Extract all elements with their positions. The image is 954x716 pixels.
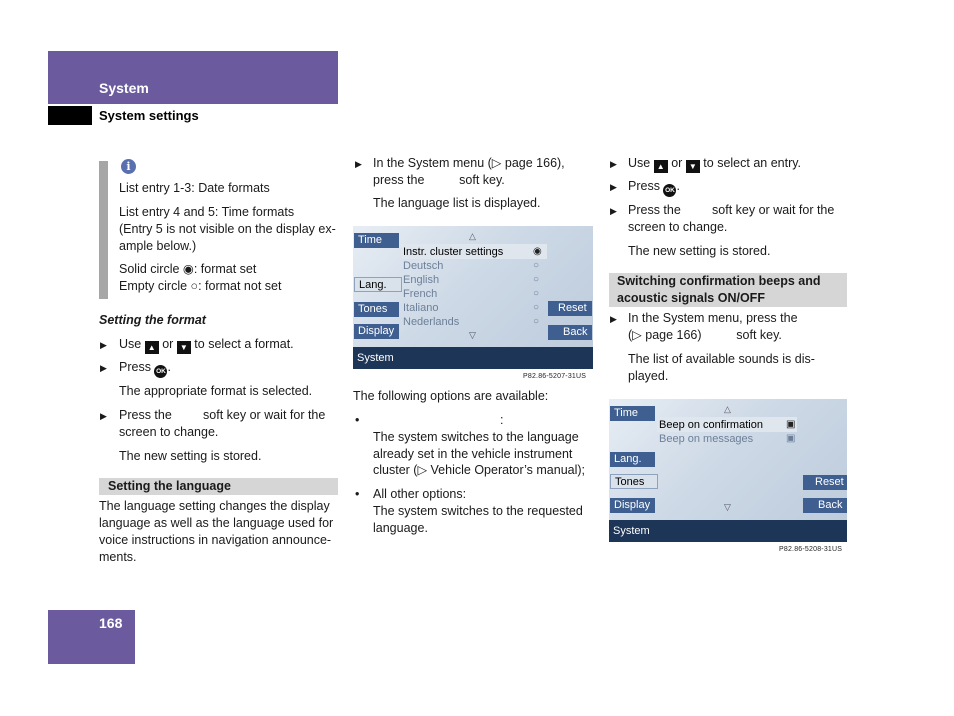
bullet-icon: ▶ <box>355 159 362 169</box>
body-text: cluster (▷ Vehicle Operator’s manual); <box>373 463 586 477</box>
checkbox-checked-icon[interactable]: ▣ <box>786 419 796 430</box>
softkey-tones[interactable]: Tones <box>354 302 399 317</box>
up-arrow-key-icon: ▲ <box>654 160 668 173</box>
body-text: The new setting is stored. <box>628 244 771 258</box>
body-text: screen to change. <box>119 425 219 439</box>
instruction-press-ok: Press OK . <box>628 178 680 197</box>
bullet-icon: ▶ <box>610 314 617 324</box>
softkey-back[interactable]: Back <box>548 325 592 340</box>
body-text: The appropriate format is selected. <box>119 384 313 398</box>
softkey-lang[interactable]: Lang. <box>354 277 402 292</box>
list-item[interactable]: Italiano <box>403 302 439 314</box>
info-line: ample below.) <box>119 239 197 253</box>
scroll-down-icon[interactable]: ▽ <box>724 502 731 512</box>
body-text: Press the soft key or wait for the <box>628 203 835 217</box>
bullet-icon: ▶ <box>100 411 107 421</box>
list-item[interactable]: Instr. cluster settings <box>403 246 504 258</box>
body-text: All other options: <box>373 487 467 501</box>
up-arrow-key-icon: ▲ <box>145 341 159 354</box>
radio-empty-icon: ○ <box>533 302 540 313</box>
body-text: The system switches to the language <box>373 430 579 444</box>
down-arrow-key-icon: ▼ <box>177 341 191 354</box>
softkey-time[interactable]: Time <box>354 233 399 248</box>
scroll-up-icon[interactable]: △ <box>724 404 731 414</box>
section-title: System <box>99 80 149 96</box>
body-text: language. <box>373 521 428 535</box>
radio-empty-icon: ○ <box>533 316 540 327</box>
dot-bullet-icon: • <box>355 413 360 427</box>
radio-empty-icon: ○ <box>533 260 540 271</box>
bullet-icon: ▶ <box>100 340 107 350</box>
list-item[interactable]: French <box>403 288 438 300</box>
body-text: : <box>500 413 504 427</box>
list-item[interactable]: Beep on messages <box>659 433 754 445</box>
ok-button-icon: OK <box>154 365 167 378</box>
softkey-display[interactable]: Display <box>610 498 655 513</box>
info-line: Solid circle ◉: format set <box>119 262 257 276</box>
body-text: The system switches to the requested <box>373 504 583 518</box>
softkey-reset[interactable]: Reset <box>803 475 847 490</box>
setting-format-heading: Setting the format <box>99 313 206 327</box>
scroll-down-icon[interactable]: ▽ <box>469 330 476 340</box>
softkey-reset[interactable]: Reset <box>548 301 592 316</box>
bullet-icon: ▶ <box>100 363 107 373</box>
language-screen <box>353 226 593 369</box>
radio-empty-icon: ○ <box>533 274 540 285</box>
body-text: The following options are available: <box>353 389 549 403</box>
figure-caption: P82.86-5208-31US <box>779 546 843 553</box>
softkey-time[interactable]: Time <box>610 406 655 421</box>
section-heading-beeps <box>609 273 847 307</box>
section-heading-language: Setting the language <box>99 478 338 495</box>
section-heading-line: acoustic signals ON/OFF <box>617 290 765 305</box>
instruction-use-arrows: Use ▲ or ▼ to select an entry. <box>628 156 802 171</box>
page-number: 168 <box>99 615 123 631</box>
body-text: The language setting changes the display <box>99 499 330 513</box>
info-line: (Entry 5 is not visible on the display ex- <box>119 222 336 236</box>
bullet-icon: ▶ <box>610 159 617 169</box>
body-text: (▷ page 166) soft key. <box>628 328 782 342</box>
body-text: played. <box>628 369 669 383</box>
checkbox-checked-icon[interactable]: ▣ <box>786 433 796 444</box>
softkey-display[interactable]: Display <box>354 324 399 339</box>
tones-screen <box>609 399 847 542</box>
radio-empty-icon: ○ <box>533 288 540 299</box>
body-text: screen to change. <box>628 220 728 234</box>
body-text: In the System menu (▷ page 166), <box>373 156 565 170</box>
softkey-lang[interactable]: Lang. <box>610 452 655 467</box>
body-text: Press the soft key or wait for the <box>119 408 326 422</box>
softkey-tones[interactable]: Tones <box>610 474 658 489</box>
down-arrow-key-icon: ▼ <box>686 160 700 173</box>
body-text: already set in the vehicle instrument <box>373 447 573 461</box>
body-text: The language list is displayed. <box>373 196 541 210</box>
instruction-press-ok: Press OK . <box>119 359 171 378</box>
body-text: The list of available sounds is dis- <box>628 352 815 366</box>
info-icon: i <box>121 159 136 174</box>
header-band <box>48 51 338 104</box>
ok-button-icon: OK <box>663 184 676 197</box>
softkey-back[interactable]: Back <box>803 498 847 513</box>
body-text: press the soft key. <box>373 173 505 187</box>
section-subtitle: System settings <box>99 108 199 123</box>
list-item[interactable]: English <box>403 274 440 286</box>
body-text: language as well as the language used for <box>99 516 334 530</box>
instruction-use-arrows: Use ▲ or ▼ to select a format. <box>119 337 294 352</box>
figure-caption: P82.86-5207-31US <box>523 373 587 380</box>
list-item[interactable]: Beep on confirmation <box>659 419 763 431</box>
body-text: In the System menu, press the <box>628 311 798 325</box>
header-marker <box>48 106 92 125</box>
dot-bullet-icon: • <box>355 487 360 501</box>
body-text: ments. <box>99 550 137 564</box>
body-text: voice instructions in navigation announce- <box>99 533 332 547</box>
info-line: List entry 4 and 5: Time formats <box>119 205 295 219</box>
bullet-icon: ▶ <box>610 182 617 192</box>
list-item[interactable]: Nederlands <box>403 316 460 328</box>
info-box-bar <box>99 161 108 299</box>
body-text: The new setting is stored. <box>119 449 262 463</box>
info-line: Empty circle ○: format not set <box>119 279 282 293</box>
bullet-icon: ▶ <box>610 206 617 216</box>
info-line: List entry 1-3: Date formats <box>119 181 270 195</box>
list-item[interactable]: Deutsch <box>403 260 444 272</box>
scroll-up-icon[interactable]: △ <box>469 231 476 241</box>
radio-selected-icon: ◉ <box>533 246 542 257</box>
screen-status-bar: System <box>609 520 847 542</box>
section-heading-line: Switching confirmation beeps and <box>617 274 821 288</box>
screen-status-bar: System <box>353 347 593 369</box>
